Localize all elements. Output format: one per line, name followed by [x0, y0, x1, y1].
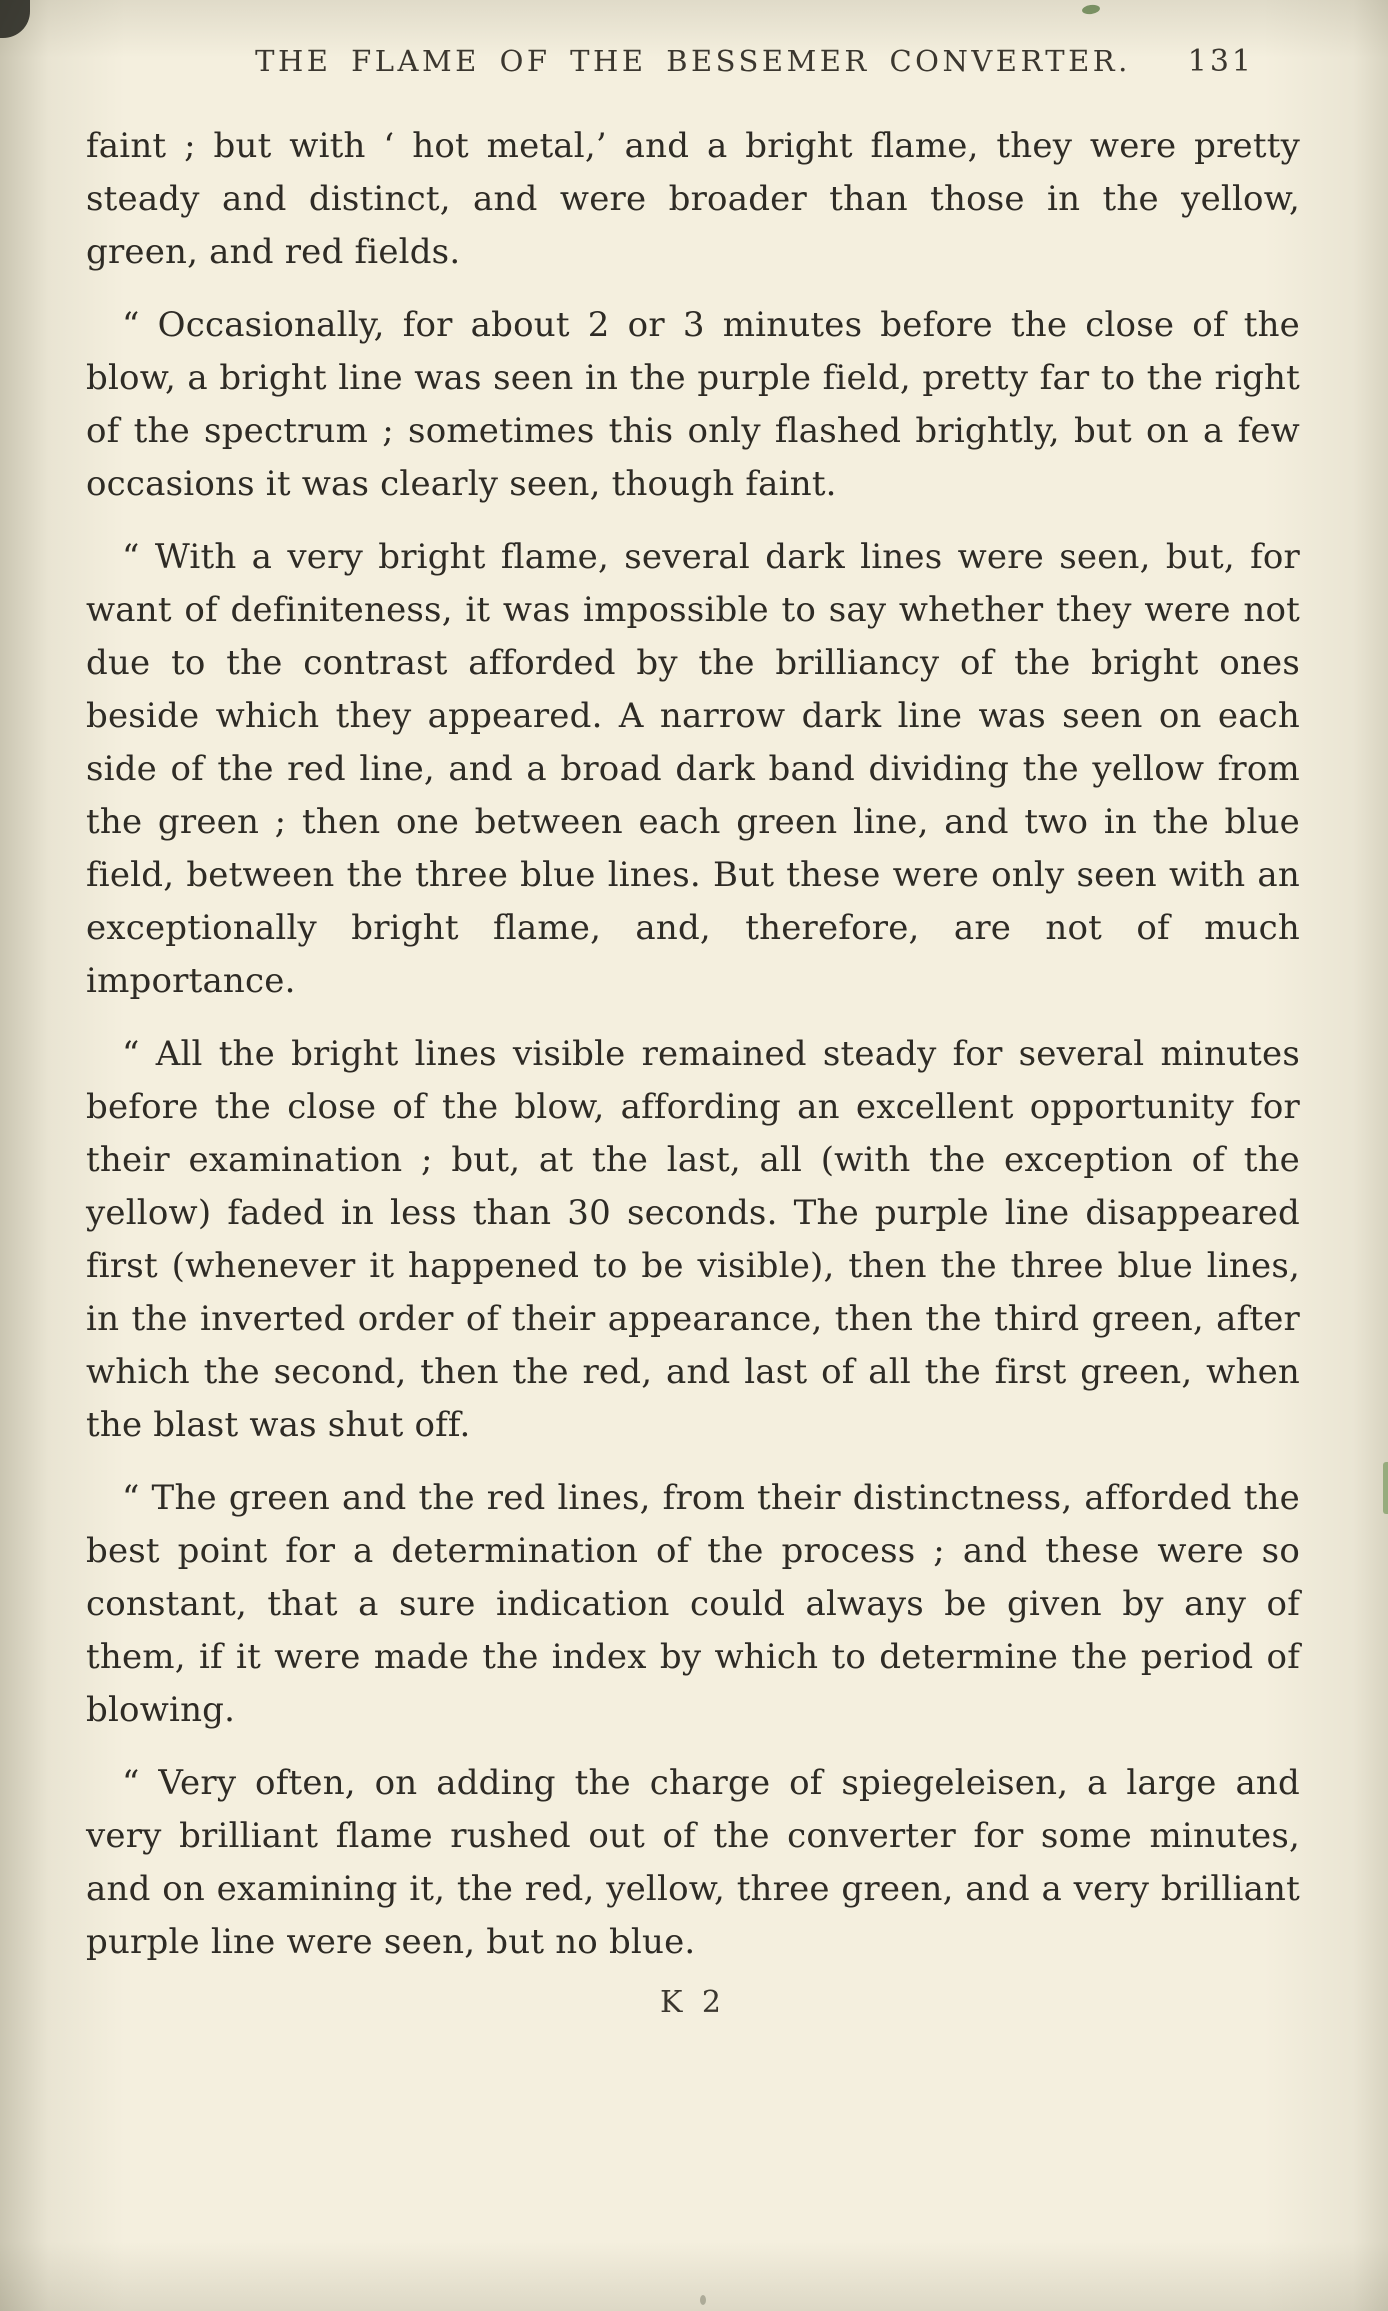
page-body: [86, 120, 1300, 1969]
scan-dust-bottom-edge: [700, 2295, 706, 2305]
signature-mark: K 2: [659, 1985, 727, 2020]
paragraph-5: “ The green and the red lines, from their distinctness, afforded the best point for a determination of the process ; and these were so constant, that a sure indication could always be given by any of them, if it were made the index by which to determine the period of blowing.: [86, 1478, 1300, 1730]
paragraph-3: “ With a very bright flame, several dark lines were seen, but, for want of definiteness, it was impossible to say whether they were not due to the contrast afforded by the brilliancy of the bright ones beside which they appeared. A narrow dark line was seen on each side of the red line, and a broad dark band dividing the yellow from the green ; then one between each green line, and two in the blue field, between the three blue lines. But these were only seen with an exceptionally bright flame, and, therefore, are not of much importance.: [86, 537, 1300, 1001]
page-number: 131: [1187, 44, 1254, 79]
scan-speck-right-edge: [1383, 1462, 1388, 1514]
paragraph-1: faint ; but with ‘ hot metal,’ and a bright flame, they were pretty steady and distinct, and were broader than those in the yellow, green, and red fields.: [86, 126, 1300, 272]
paragraph-2: “ Occasionally, for about 2 or 3 minutes before the close of the blow, a bright line was seen in the purple field, pretty far to the right of the spectrum ; sometimes this only flashed brightly, but on a few occasions it was clearly seen, though faint.: [86, 305, 1300, 504]
paragraph-4: “ All the bright lines visible remained steady for several minutes before the close of the blow, affording an excellent opportunity for their examination ; but, at the last, all (with the exception of the yellow) faded in less than 30 seconds. The purple line disappeared first (whenever it happened to be visible), then the three blue lines, in the inverted order of their appearance, then the third green, after which the second, then the red, and last of all the first green, when the blast was shut off.: [86, 1034, 1300, 1445]
scan-corner-artifact: [0, 0, 30, 38]
scan-speck-top-edge: [1081, 4, 1100, 15]
paragraph-6: “ Very often, on adding the charge of spiegeleisen, a large and very brilliant flame rushed out of the converter for some minutes, and on examining it, the red, yellow, three green, and a very brilliant purple line were seen, but no blue.: [86, 1763, 1300, 1962]
running-header: [86, 44, 1300, 86]
page-header-title: THE FLAME OF THE BESSEMER CONVERTER.: [255, 44, 1131, 78]
